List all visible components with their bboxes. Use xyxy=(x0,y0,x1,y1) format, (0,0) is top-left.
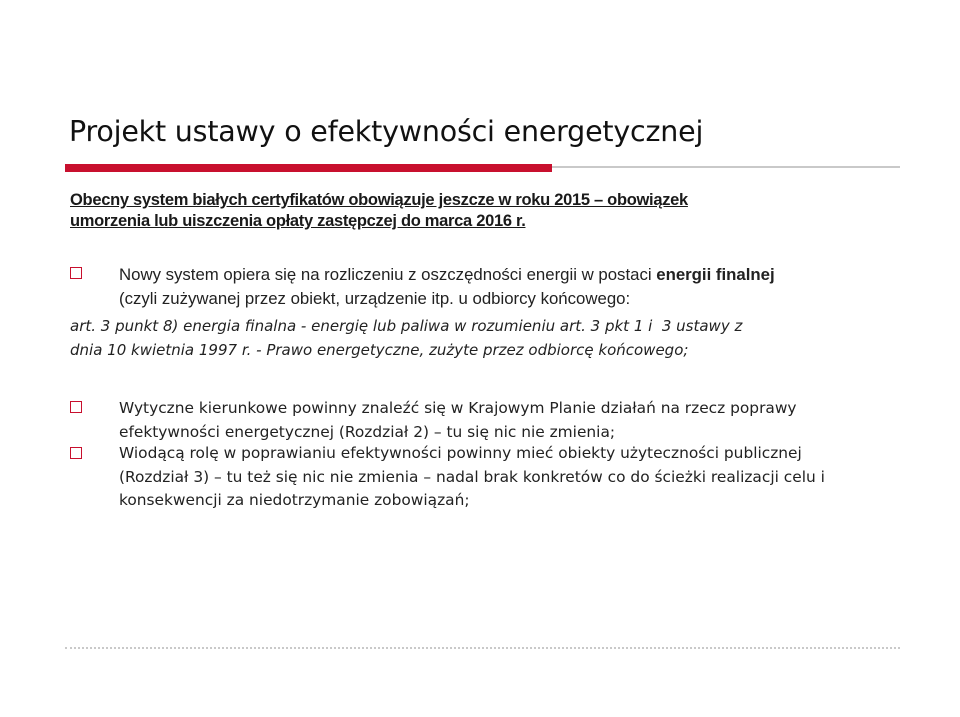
bullet-final-energy-continuation: (czyli zużywanej przez obiekt, urządzenie itp. u odbiorcy końcowego: xyxy=(119,289,631,308)
bullet-final-energy xyxy=(119,263,909,311)
square-bullet-icon xyxy=(70,267,82,279)
intro-line-1: Obecny system białych certyfikatów obowiązuje jeszcze w roku 2015 – obowiązek xyxy=(70,191,688,209)
footer-divider xyxy=(65,647,900,649)
bullet-guidelines: Wytyczne kierunkowe powinny znaleźć się w Krajowym Planie działań na rzecz poprawy efektywności energetycznej (Rozdział 2) – tu się nic nie zmienia; xyxy=(119,399,797,441)
square-bullet-icon xyxy=(70,401,82,413)
slide-title: Projekt ustawy o efektywności energetycznej xyxy=(69,115,704,148)
intro-statement xyxy=(70,190,890,232)
bullet-public-buildings: Wiodącą rolę w poprawianiu efektywności powinny mieć obiekty użyteczności publicznej (Rozdział 3) – tu też się nic nie zmienia – nadal brak konkretów co do ścieżki realizacji celu i konsekwencji za niedotrzymanie zobowiązań; xyxy=(119,444,825,509)
legal-definition-line-1: art. 3 punkt 8) energia finalna - energię lub paliwa w rozumieniu art. 3 pkt 1 i 3 ustawy z xyxy=(70,317,743,335)
intro-line-2: umorzenia lub uiszczenia opłaty zastępczej do marca 2016 r. xyxy=(70,212,526,230)
square-bullet-icon xyxy=(70,447,82,459)
title-underline-accent xyxy=(65,164,552,172)
final-energy-term: energii finalnej xyxy=(656,265,775,284)
legal-definition-line-2: dnia 10 kwietnia 1997 r. - Prawo energetyczne, zużyte przez odbiorcę końcowego; xyxy=(70,340,689,359)
title-underline-divider xyxy=(552,166,900,168)
legal-definition xyxy=(70,315,900,362)
bullet-final-energy-text: Nowy system opiera się na rozliczeniu z oszczędności energii w postaci xyxy=(119,265,657,284)
